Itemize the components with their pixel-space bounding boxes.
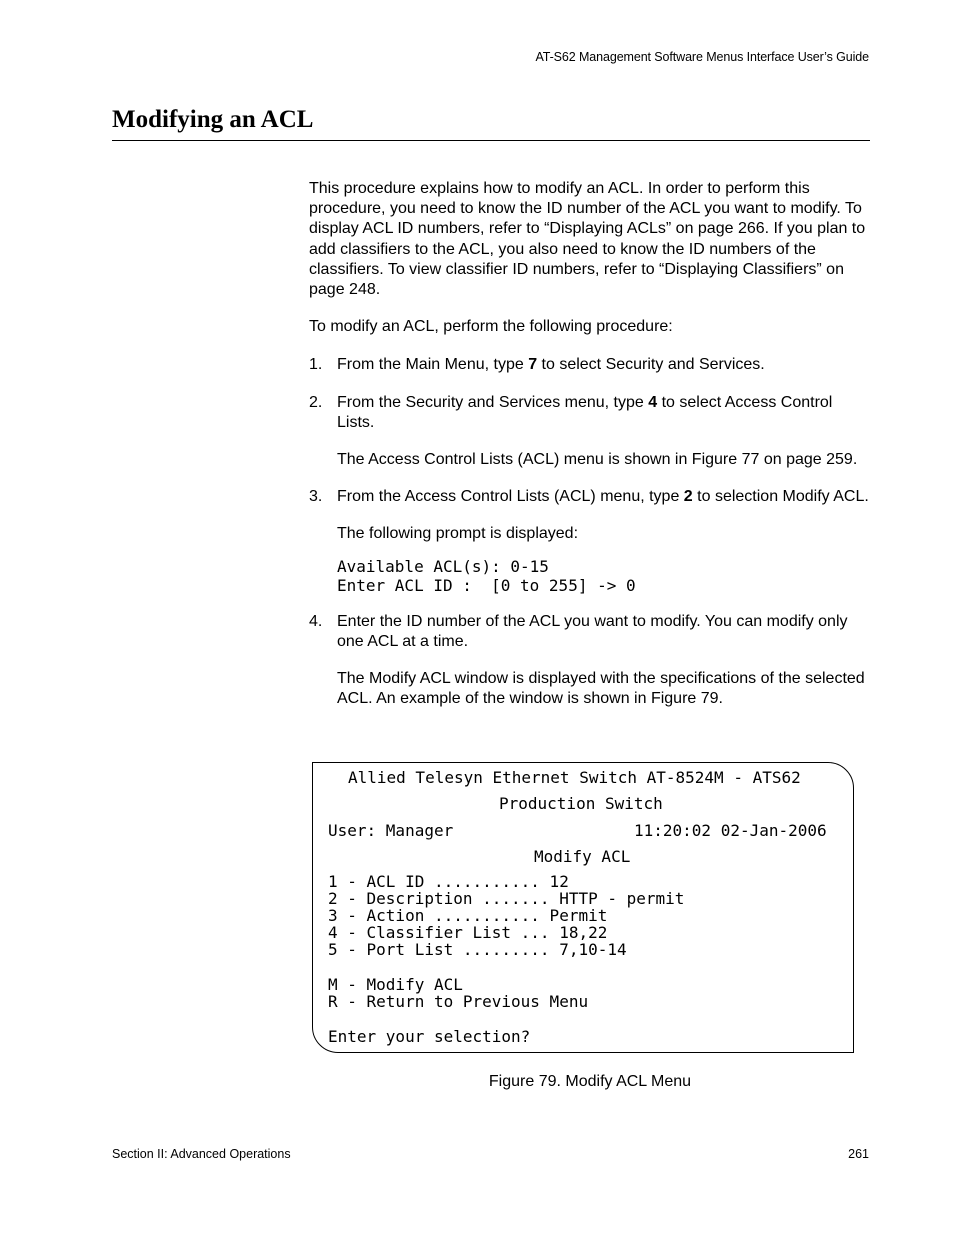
step-1 xyxy=(309,355,871,375)
step-2 xyxy=(309,393,871,471)
screen-switch-name: Production Switch xyxy=(499,794,663,813)
body-column xyxy=(309,179,871,726)
menu-option: 1 - ACL ID ........... 12 xyxy=(328,872,569,891)
step-3 xyxy=(309,487,871,594)
lead-in-paragraph: To modify an ACL, perform the following procedure: xyxy=(309,318,673,336)
screen-datetime: 11:20:02 02-Jan-2006 xyxy=(634,821,827,840)
running-header: AT-S62 Management Software Menus Interface User’s Guide xyxy=(535,50,869,64)
step-number: 3. xyxy=(309,488,323,506)
step-4 xyxy=(309,612,871,710)
step-text: From the Access Control Lists (ACL) menu, type 2 to selection Modify ACL. xyxy=(337,488,869,506)
step-text: From the Security and Services menu, type 4 to select Access Control Lists. xyxy=(337,393,833,431)
step-number: 4. xyxy=(309,612,323,630)
title-rule xyxy=(112,140,870,141)
terminal-screen xyxy=(312,762,854,1053)
step-text: Enter the ID number of the ACL you want to modify. You can modify only one ACL at a time. xyxy=(337,612,848,650)
screen-user: User: Manager xyxy=(328,821,454,840)
prompt-line: Enter ACL ID : [0 to 255] -> 0 xyxy=(337,575,636,595)
menu-option: 3 - Action ........... Permit xyxy=(328,906,608,925)
menu-command: R - Return to Previous Menu xyxy=(328,992,589,1011)
prompt-block xyxy=(337,557,871,595)
menu-option: 4 - Classifier List ... 18,22 xyxy=(328,923,608,942)
key-label: 7 xyxy=(528,356,538,374)
step-note: The following prompt is displayed: xyxy=(337,525,579,543)
step-note: The Modify ACL window is displayed with the specifications of the selected ACL. An example of the window is shown in Figure 79. xyxy=(337,670,865,708)
step-note: The Access Control Lists (ACL) menu is shown in Figure 77 on page 259. xyxy=(337,451,858,469)
key-label: 2 xyxy=(683,488,693,506)
footer-section: Section II: Advanced Operations xyxy=(112,1147,291,1161)
page-number: 261 xyxy=(848,1147,869,1161)
menu-option: 5 - Port List ......... 7,10-14 xyxy=(328,940,627,959)
screen-prompt: Enter your selection? xyxy=(328,1027,531,1046)
menu-command: M - Modify ACL xyxy=(328,975,463,994)
step-text: From the Main Menu, type 7 to select Security and Services. xyxy=(337,356,765,374)
menu-option: 2 - Description ....... HTTP - permit xyxy=(328,889,685,908)
prompt-line: Available ACL(s): 0-15 xyxy=(337,556,549,576)
intro-paragraph: This procedure explains how to modify an ACL. In order to perform this procedure, you need to know the ID number of the ACL you want to modify. To display ACL ID numbers, refer to “Displaying ACLs” on page 266. If you plan to add classifiers to the ACL, you also need to know the ID numbers of the classifiers. To view classifier ID numbers, refer to “Displaying Classifiers” on page 248. xyxy=(309,180,866,299)
figure-caption: Figure 79. Modify ACL Menu xyxy=(488,1073,692,1090)
step-number: 1. xyxy=(309,356,323,374)
screen-banner: Allied Telesyn Ethernet Switch AT-8524M - ATS62 xyxy=(348,768,801,787)
section-title: Modifying an ACL xyxy=(112,106,314,133)
key-label: 4 xyxy=(648,393,658,411)
screen-menu-title: Modify ACL xyxy=(534,847,631,866)
step-number: 2. xyxy=(309,393,323,411)
